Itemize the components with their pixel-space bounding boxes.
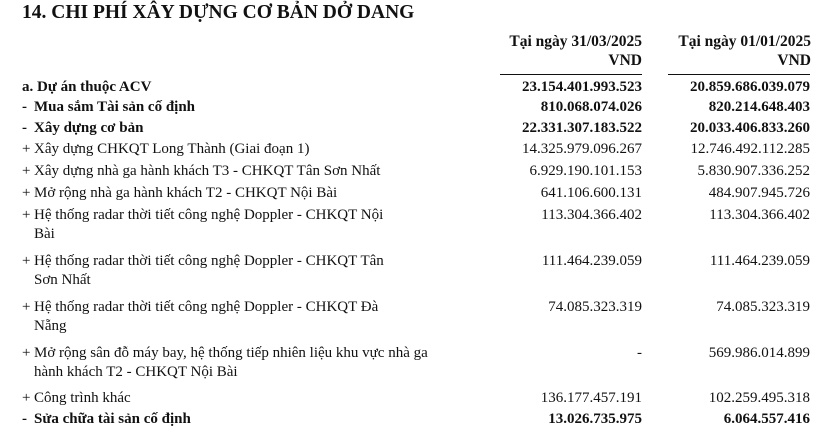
row-label: Sửa chữa tài sản cố định (34, 411, 191, 427)
row-prefix: + (22, 185, 31, 201)
row-value-current: 113.304.366.402 (541, 207, 642, 223)
row-label: Công trình khác (34, 390, 131, 406)
row-value-previous: 820.214.648.403 (708, 99, 810, 115)
row-value-previous: 484.907.945.726 (708, 185, 810, 201)
row-value-current: 22.331.307.183.522 (522, 120, 642, 136)
row-value-current: 810.068.074.026 (540, 99, 642, 115)
row-value-current: 111.464.239.059 (541, 253, 642, 269)
row-value-current: 136.177.457.191 (540, 390, 642, 406)
row-prefix: - (22, 99, 27, 115)
row-prefix: - (22, 411, 27, 427)
column-header-unit: VND (777, 52, 811, 69)
row-value-current: 6.929.190.101.153 (529, 163, 642, 179)
row-label: Xây dựng cơ bản (34, 120, 144, 136)
row-value-current: 74.085.323.319 (548, 299, 642, 315)
row-value-previous: 102.259.495.318 (708, 390, 810, 406)
row-value-previous: 12.746.492.112.285 (690, 141, 810, 157)
row-label: Xây dựng nhà ga hành khách T3 - CHKQT Tân Sơn Nhất (34, 163, 381, 179)
row-prefix: + (22, 163, 31, 179)
column-header-underline (668, 74, 810, 75)
section-heading: 14. CHI PHÍ XÂY DỰNG CƠ BẢN DỞ DANG (22, 2, 415, 23)
row-prefix: + (22, 207, 31, 223)
row-value-current: 13.026.735.975 (548, 411, 642, 427)
row-prefix: + (22, 390, 31, 406)
row-value-current: 14.325.979.096.267 (522, 141, 642, 157)
row-value-previous: 5.830.907.336.252 (697, 163, 810, 179)
row-prefix: + (22, 253, 31, 269)
column-header-date: Tại ngày 01/01/2025 (678, 33, 811, 50)
row-prefix: + (22, 345, 31, 361)
row-label: Hệ thống radar thời tiết công nghệ Doppler - CHKQT Đà Nẵng (34, 299, 379, 334)
row-label: Mở rộng sân đỗ máy bay, hệ thống tiếp nhiên liệu khu vực nhà ga hành khách T2 - CHKQT Nội Bài (34, 345, 428, 380)
column-header-current (462, 32, 642, 70)
column-header-underline (500, 74, 642, 75)
row-prefix: + (22, 299, 31, 315)
row-value-previous: 111.464.239.059 (709, 253, 810, 269)
row-label: Xây dựng CHKQT Long Thành (Giai đoạn 1) (34, 141, 310, 157)
row-label: Hệ thống radar thời tiết công nghệ Doppler - CHKQT Tân Sơn Nhất (34, 253, 384, 288)
row-value-current: 23.154.401.993.523 (522, 79, 642, 95)
row-prefix: - (22, 120, 27, 136)
column-header-date: Tại ngày 31/03/2025 (509, 33, 642, 50)
row-value-previous: 74.085.323.319 (716, 299, 810, 315)
column-header-previous (631, 32, 811, 70)
row-label: Hệ thống radar thời tiết công nghệ Doppler - CHKQT Nội Bài (34, 207, 384, 242)
row-value-previous: 569.986.014.899 (708, 345, 810, 361)
row-value-previous: 113.304.366.402 (709, 207, 810, 223)
column-header-unit: VND (608, 52, 642, 69)
row-value-previous: 20.859.686.039.079 (690, 79, 810, 95)
row-prefix: + (22, 141, 31, 157)
row-label: Mở rộng nhà ga hành khách T2 - CHKQT Nội Bài (34, 185, 338, 201)
row-value-current: 641.106.600.131 (540, 185, 642, 201)
row-label: a. Dự án thuộc ACV (22, 79, 152, 95)
row-value-current: - (637, 345, 642, 361)
row-label: Mua sắm Tài sản cố định (34, 99, 196, 115)
row-value-previous: 6.064.557.416 (723, 411, 810, 427)
row-value-previous: 20.033.406.833.260 (690, 120, 810, 136)
